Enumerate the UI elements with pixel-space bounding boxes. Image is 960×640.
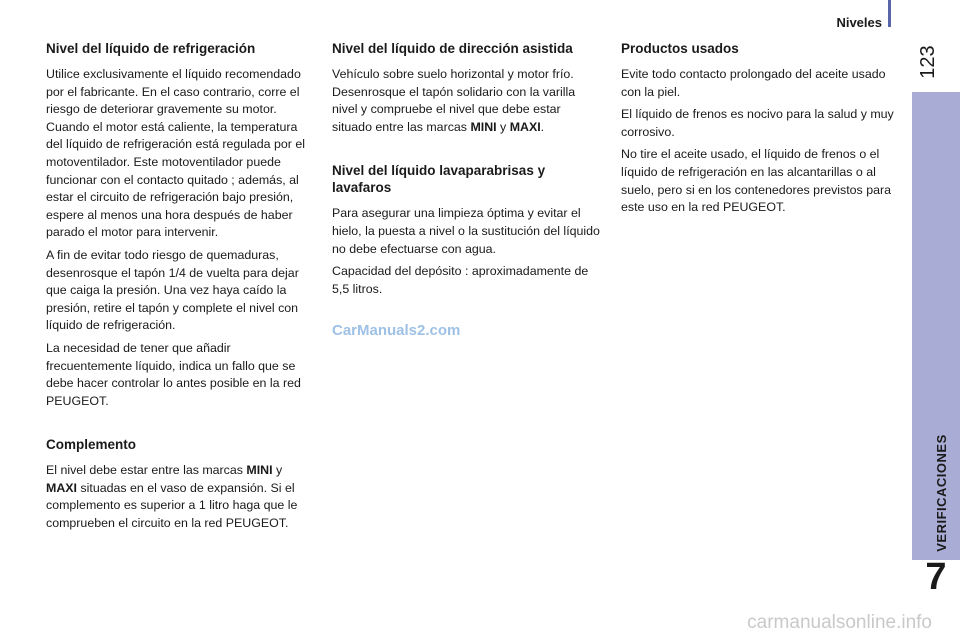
column-right (621, 40, 897, 222)
section-title-power-steering: Nivel del líquido de dirección asistida (332, 41, 573, 56)
header-accent-rule (888, 0, 891, 27)
page-number: 123 (917, 45, 939, 79)
washer-paragraph-1: Para asegurar una limpieza óptima y evitar el hielo, la puesta a nivel o la sustitución del líquido no debe efectuarse con agua. (332, 206, 600, 256)
section-title-coolant: Nivel del líquido de refrigeración (46, 41, 256, 56)
mark-maxi: MAXI (509, 119, 541, 134)
section-title-complemento: Complemento (46, 437, 137, 453)
mark-mini: MINI (470, 119, 497, 134)
mark-mini: MINI (246, 463, 273, 478)
used-products-paragraph-3: No tire el aceite usado, el líquido de frenos o el líquido de refrigeración en las alcantarillas o al suelo, pero si en los contenedores previstos para este uso en la red PEUGEOT. (621, 147, 891, 215)
coolant-paragraph-1: Utilice exclusivamente el líquido recomendado por el fabricante. En el caso contrario, corre el riesgo de deteriorar gravemente su motor. Cuando el motor está caliente, la temperatura del líquido de refrigeración está regulada por el motoventilador. Este motoventilador puede funcionar con el contacto quitado ; además, al estar el circuito de refrigeración bajo presión, espere al menos una hora después de haber parado el motor para intervenir. (46, 67, 305, 240)
coolant-paragraph-2: A fin de evitar todo riesgo de quemaduras, desenrosque el tapón 1/4 de vuelta para dejar que caiga la presión. Una vez haya caído la presión, retire el tapón y complete el nivel con líquido de refrigeración. (46, 247, 299, 333)
power-steering-text-b: y (496, 119, 510, 134)
washer-paragraph-2: Capacidad del depósito : aproximadamente de 5,5 litros. (332, 264, 589, 296)
power-steering-paragraph (332, 66, 604, 136)
chapter-number: 7 (925, 556, 947, 598)
column-middle (332, 40, 604, 303)
carmanuals-watermark: CarManuals2.com (332, 322, 461, 339)
chapter-side-label: VERIFICACIONES (934, 434, 949, 552)
complemento-text-a: El nivel debe estar entre las marcas (46, 463, 247, 478)
complemento-paragraph (46, 462, 314, 532)
section-title-washer: Nivel del líquido lavaparabrisas y lavafaros (332, 163, 546, 196)
mark-maxi: MAXI (46, 480, 77, 495)
used-products-paragraph-1: Evite todo contacto prolongado del aceite usado con la piel. (621, 67, 886, 99)
coolant-paragraph-3: La necesidad de tener que añadir frecuentemente líquido, indica un fallo que se debe hacer controlar lo antes posible en la red PEUGEOT. (46, 340, 301, 408)
complemento-text-b: y (272, 463, 283, 478)
footer-watermark: carmanualsonline.info (747, 612, 932, 633)
used-products-paragraph-2: El líquido de frenos es nocivo para la salud y muy corrosivo. (621, 107, 894, 139)
page-header-title: Niveles (836, 15, 882, 30)
power-steering-text-a: Vehículo sobre suelo horizontal y motor frío. Desenrosque el tapón solidario con la varilla nivel y compruebe el nivel que debe estar situado entre las marcas (332, 67, 576, 134)
column-left (46, 40, 314, 538)
section-title-used-products: Productos usados (621, 41, 739, 56)
complemento-text-c: situadas en el vaso de expansión. Si el complemento es superior a 1 litro haga que le comprueben el circuito en la red PEUGEOT. (46, 480, 298, 531)
power-steering-text-c: . (540, 119, 545, 134)
